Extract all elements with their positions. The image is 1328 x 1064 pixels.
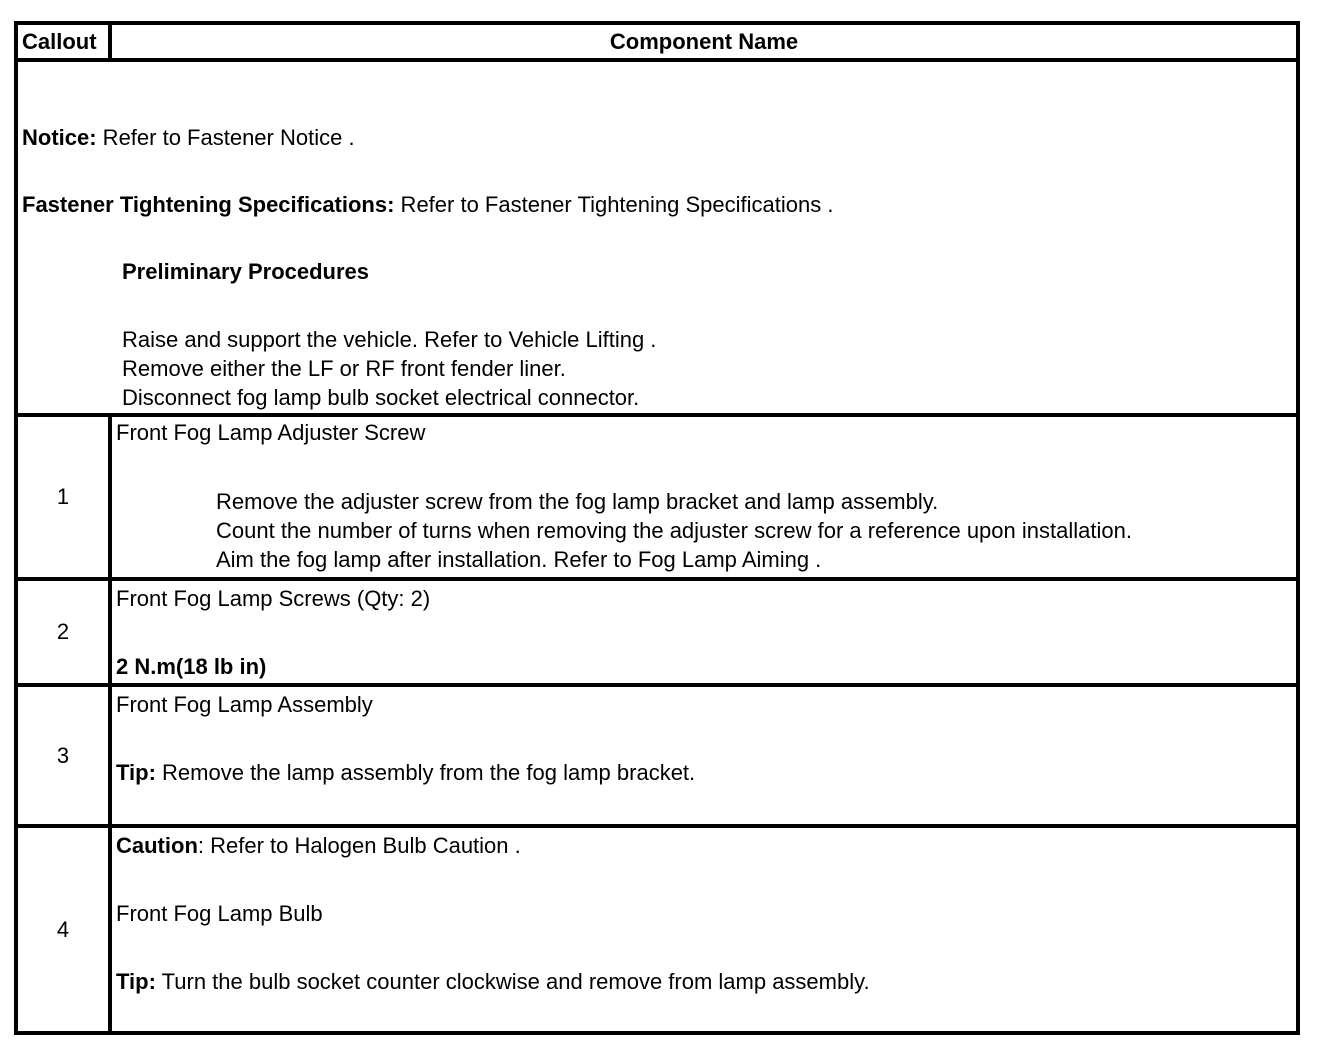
callout-number: 2 <box>16 579 110 685</box>
notice-label: Notice: <box>22 125 97 150</box>
tip-label: Tip: <box>116 760 156 785</box>
tip-line <box>116 759 695 787</box>
spec-label: Fastener Tightening Specifications: <box>22 192 395 217</box>
caution-label: Caution <box>116 833 198 858</box>
component-cell <box>110 685 1298 826</box>
caution-line <box>116 832 521 860</box>
step-text: Remove the adjuster screw from the fog lamp bracket and lamp assembly. <box>216 489 939 514</box>
callout-number: 1 <box>16 415 110 579</box>
component-name-header: Component Name <box>110 23 1298 60</box>
tip-text: Remove the lamp assembly from the fog lamp bracket. <box>155 760 696 785</box>
spec-text: Refer to Fastener Tightening Specifications . <box>394 192 834 217</box>
table-row <box>16 415 1298 579</box>
component-table <box>14 21 1300 1035</box>
table-row <box>16 685 1298 826</box>
prelim-step: Disconnect fog lamp bulb socket electrical connector. <box>122 385 640 410</box>
preliminary-title: Preliminary Procedures <box>122 259 370 284</box>
tip-line <box>116 968 870 996</box>
component-name: Front Fog Lamp Screws (Qty: 2) <box>116 586 431 611</box>
callout-number: 4 <box>16 826 110 1033</box>
component-name: Front Fog Lamp Adjuster Screw <box>116 420 426 445</box>
prelim-step: Remove either the LF or RF front fender liner. <box>122 356 566 381</box>
step-text: Count the number of turns when removing the adjuster screw for a reference upon installation. <box>216 518 1132 543</box>
table-row <box>16 579 1298 685</box>
component-cell <box>110 826 1298 1033</box>
component-name: Front Fog Lamp Bulb <box>116 901 323 926</box>
caution-text: : Refer to Halogen Bulb Caution . <box>197 833 521 858</box>
step-text: Aim the fog lamp after installation. Refer to Fog Lamp Aiming . <box>216 547 822 572</box>
tip-text: Turn the bulb socket counter clockwise and remove from lamp assembly. <box>155 969 870 994</box>
notice-text: Refer to Fastener Notice . <box>96 125 355 150</box>
callout-number: 3 <box>16 685 110 826</box>
prelim-step: Raise and support the vehicle. Refer to Vehicle Lifting . <box>122 327 657 352</box>
callout-header: Callout <box>16 23 110 60</box>
intro-cell <box>16 60 1298 415</box>
component-name: Front Fog Lamp Assembly <box>116 692 373 717</box>
component-cell <box>110 579 1298 685</box>
notice-line <box>22 124 355 152</box>
component-cell <box>110 415 1298 579</box>
tip-label: Tip: <box>116 969 156 994</box>
intro-row <box>16 60 1298 415</box>
table-row <box>16 826 1298 1033</box>
torque-spec: 2 N.m(18 lb in) <box>116 654 267 679</box>
table-header-row <box>16 23 1298 60</box>
spec-line <box>22 191 833 219</box>
